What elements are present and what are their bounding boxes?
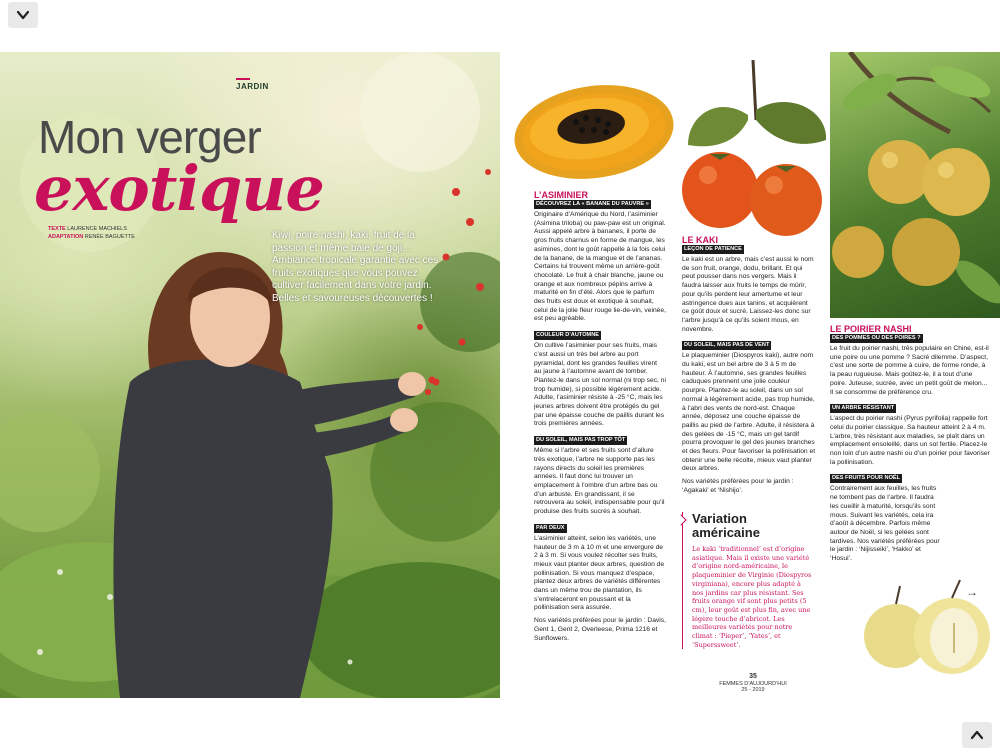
asiminier-article <box>534 190 666 647</box>
nashi-heading: LE POIRIER NASHI <box>830 324 912 334</box>
kaki-article <box>682 235 816 500</box>
headline-line1: Mon verger <box>38 111 261 163</box>
asiminier-heading: L’ASIMINIER <box>534 190 589 200</box>
byline <box>48 225 135 241</box>
section-label: JARDIN <box>236 82 269 91</box>
asimina-fruit-image <box>512 62 674 187</box>
scroll-up-button[interactable] <box>8 2 38 28</box>
byline-adapt-name: RENÉE BAGUETTE <box>84 234 135 240</box>
asiminier-paragraph: L’asiminier atteint, selon les variétés, une hauteur de 3 m à 10 m et une envergure de 2 à 3 m. Si vous voulez récolter ses fruits, mieux vaut planter deux arbres, question de pollinisation. Si vous manquez d’espace, plantez deux arbres de variétés différentes dans un même trou de plantation, ils s’entrelaceront en poussant et la pollinisation sera assurée. <box>534 534 665 612</box>
nashi-paragraph: Contrairement aux feuilles, les fruits ne tombent pas de l’arbre. Il faudra les cueillir à maturité, lorsqu’ils sont mous. Suivant les variétés, cela ira d’août à décembre. Parfois même autour de Noël, si les gelées sont tardives. Nos variétés préférées pour le jardin : ‘Nijisseiki’, ‘Hakko’ et ‘Hosui’. <box>830 485 940 563</box>
chevron-down-icon <box>15 7 31 23</box>
asiminier-subhead-pairs: PAR DEUX <box>536 524 565 531</box>
page-number: 35 <box>749 673 757 680</box>
byline-adapt-key: ADAPTATION <box>48 234 84 240</box>
asiminier-paragraph: Originaire d’Amérique du Nord, l’asiminier (Asimina triloba) ou paw-paw est un original. Aussi appelé arbre à bananes, il porte de gros fruits charnus en forme de mangue, les asimines, dont le goût rappelle à la fois celui de la banane, de la mangue et de l’ananas. Certains lui trouvent même un arrière-goût chocolaté. Le fruit à chair blanche, jaune ou orange et aux nombreux pépins arrive à maturité en fin d’été. Alors que le parfum des fruits est doux et exotique à souhait, celui de la jolie fleur rouge lie-de-vin, veinée, est peu agréable. <box>534 211 666 323</box>
byline-text-name: LAURENCE MACHIELS <box>67 226 127 232</box>
variation-text: Le kaki ‘traditionnel’ est d’origine asiatique. Mais il existe une variété d’origine nord-américaine, le plaqueminier de Virginie (Diospyros virginiana), encore plus adapté à nos jardins car plus résistant. Ses fruits orange vif sont plus petits (5 cm), leur goût est plus fin, avec une légère touche d’abricot. Les meilleures variétés pour notre climat : ‘Pieper’, ‘Yates’, et ‘Superssweet’. <box>692 545 812 649</box>
nashi-paragraph: L’aspect du poirier nashi (Pyrus pyrifolia) rappelle fort celui du poirier classique. Sa hauteur atteint 2 à 4 m. L’arbre, très résistant aux maladies, se plaît dans un emplacement ensoleillé, dans un sol fertile. Placez-le non loin d’un autre nashi ou d’un poirier pour favoriser la pollinisation. <box>830 415 990 466</box>
arrow-right-icon: → <box>966 585 978 599</box>
nashi-subhead-resistant: UN ARBRE RÉSISTANT <box>832 405 895 412</box>
headline-line2: exotique <box>34 152 324 225</box>
kaki-paragraph: Le kaki est un arbre, mais c’est aussi le nom de son fruit, orange, dodu, brillant. Et qui peut pousser dans nos vergers. Mais il faudra laisser aux fruits le temps de mûrir, pour qu’ils perdent leur amertume et leur astringence dues aux tanins, et acquièrent ce goût doux et sucré. Laissez-les donc sur l’arbre jusqu’à ce qu’ils soient mous, en novembre. <box>682 256 814 333</box>
magazine-issue: FEMMES D’AUJOURD’HUI 25 - 2019 <box>719 680 787 693</box>
magazine-spread <box>0 52 1000 698</box>
asiminier-paragraph: On cultive l’asiminier pour ses fruits, mais c’est aussi un très bel arbre au port pyramidal, dont les grandes feuilles virent au jaune à l’automne avant de tomber. Plantez-le dans un sol normal (ni trop sec, ni trop humide), si possible légèrement acide. Adulte, l’asiminier résiste à -25 °C, mais les jeunes arbres doivent être protégés du gel par une épaisse couche de paillis durant les trois premières années. <box>534 342 666 428</box>
variation-title: Variation américaine <box>692 511 760 540</box>
left-photo-page <box>0 52 500 698</box>
kaki-varieties: Nos variétés préférées pour le jardin : ‘Agakaki’ et ‘Nishijo’. <box>682 478 794 494</box>
page-folio <box>718 674 788 694</box>
asiminier-varieties: Nos variétés préférées pour le jardin : Davis, Gent 1, Gent 2, Overleese, Prima 1216 et Sunflowers. <box>534 617 666 642</box>
right-text-page <box>500 52 1000 698</box>
scroll-down-button[interactable] <box>962 722 992 748</box>
variation-sidebar <box>682 512 814 649</box>
kaki-fruit-image <box>678 60 828 240</box>
kaki-subheading: LEÇON DE PATIENCE <box>684 246 742 252</box>
chevron-up-icon <box>969 727 985 743</box>
kaki-heading: LE KAKI <box>682 235 718 245</box>
arrow-pointer-icon <box>675 514 686 525</box>
intro-paragraph: Kiwi, poire nashi, kaki, fruit de la passion et même baie de goji... Ambiance tropicale garantie avec ces fruits exotiques que vous pouvez cultiver facilement dans votre jardin. Belles et savoureuses découvertes ! <box>272 230 439 304</box>
asiminier-subheading: DÉCOUVREZ LA « BANANE DU PAUVRE » <box>536 201 649 207</box>
asiminier-subhead-sun: DU SOLEIL, MAIS PAS TROP TÔT <box>536 437 626 444</box>
nashi-subheading: DES POMMES OU DES POIRES ? <box>832 335 921 341</box>
nashi-subhead-christmas: DES FRUITS POUR NOËL <box>832 475 901 482</box>
asiminier-paragraph: Même si l’arbre et ses fruits sont d’allure très exotique, l’arbre ne supporte pas les rayons directs du soleil les premières années. Il faut donc lui trouver un emplacement à l’ombre d’un arbre bas ou d’un arbuste. En grandissant, il se retrouvera au soleil, indispensable pour qu’il produise des fruits sucrés à souhait. <box>534 447 665 516</box>
kaki-paragraph: Le plaqueminier (Diospyros kaki), autre nom du kaki, est un bel arbre de 3 à 5 m de hauteur. À l’automne, ses grandes feuilles caduques prennent une jolie couleur pourpre. Plantez-le au soleil, dans un sol normal à légèrement acide, pas trop humide, à l’abri des vents de nord-est. Chaque année, déposez une couche épaisse de paillis au pied de l’arbre. Adulte, il résistera à des gelées de -15 °C, mais un gel tardif pourra provoquer le gel des jeunes branches et des fleurs. Pour favoriser la pollinisation et obtenir une belle récolte, mieux vaut planter deux arbres. <box>682 352 816 473</box>
kaki-subhead-sun: DU SOLEIL, MAIS PAS DE VENT <box>684 342 770 349</box>
nashi-tree-image <box>830 52 1000 318</box>
asiminier-subhead-autumn: COULEUR D’AUTOMNE <box>536 332 599 339</box>
nashi-article <box>830 324 990 568</box>
byline-text-key: TEXTE <box>48 226 66 232</box>
nashi-paragraph: Le fruit du poirier nashi, très populaire en Chine, est-il une poire ou une pomme ? Sacré dilemme. D’aspect, c’est une sorte de pomme à cuire, de forme ronde, à la peau rugueuse. Mais goûtez-le, il a tout d’une poire. Juteuse, sucrée, avec un petit goût de melon... Il se consomme de préférence cru. <box>830 345 989 396</box>
